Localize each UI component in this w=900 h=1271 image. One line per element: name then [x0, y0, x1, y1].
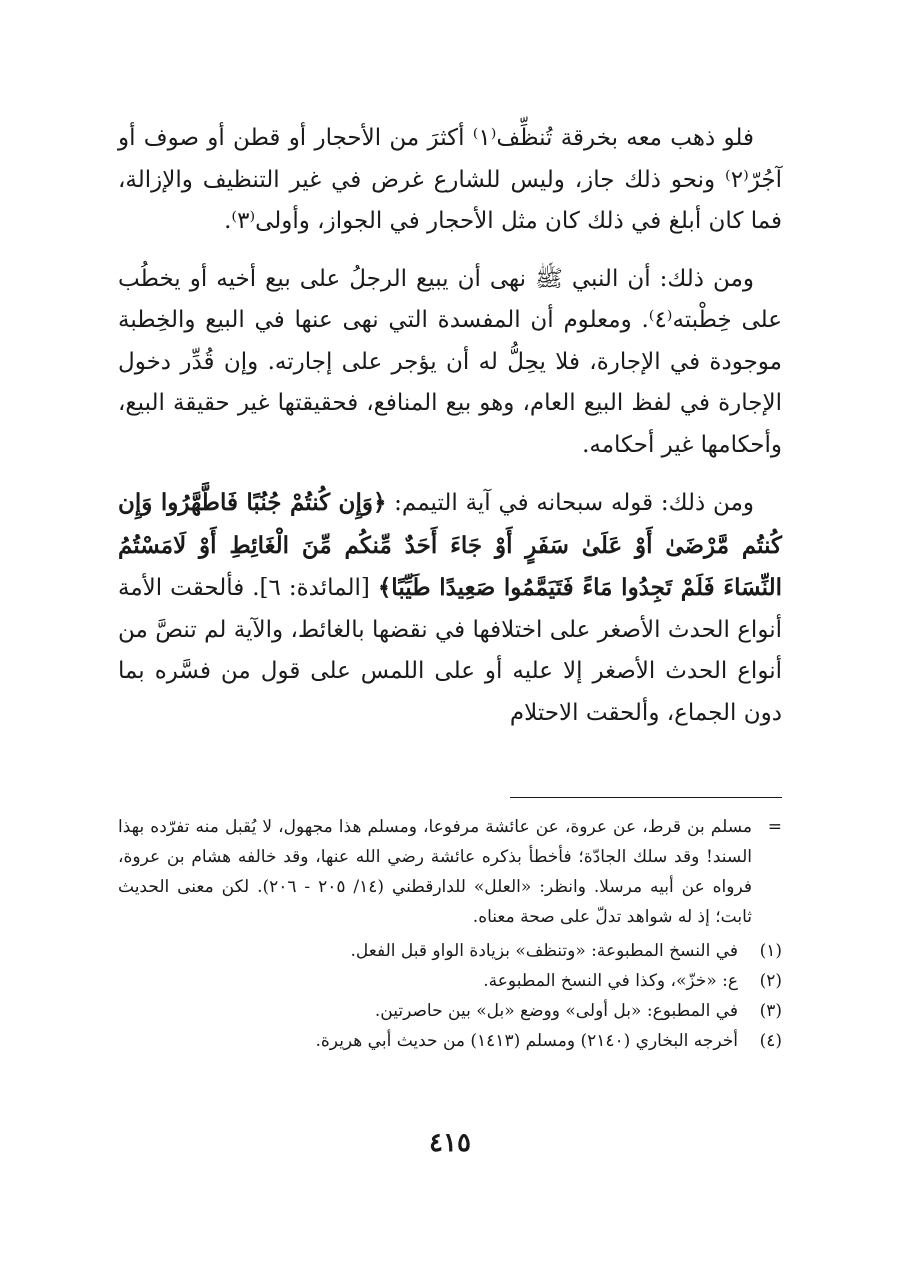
- footnote-number: (٣): [759, 1001, 782, 1021]
- footnote-list: [118, 936, 782, 1056]
- footnote-number: (٤): [759, 1031, 782, 1051]
- footnote-separator: [510, 797, 782, 798]
- footnote-item: [118, 996, 782, 1026]
- footnote-continuation: [118, 812, 782, 932]
- page-number: ٤١٥: [429, 1128, 471, 1158]
- tayammum-rest: فألحقت الأمة أنواع الحدث الأصغر على اختلافها في نقضها بالغائط، والآية لم تنصَّ من أنواع الحدث الأصغر إلا عليه أو على اللمس على قول من فسَّره بما دون الجماع، وألحقت الاحتلام: [118, 575, 782, 726]
- continuation-marker: =: [767, 817, 782, 837]
- footnote-item: [118, 1026, 782, 1056]
- footnote-text: في النسخ المطبوعة: «وتنظف» بزيادة الواو قبل الفعل.: [350, 941, 738, 961]
- quran-verse: ﴿وَإِن كُنتُمْ جُنُبًا فَاطَّهَّرُوا وَإِن كُنتُم مَّرْضَىٰ أَوْ عَلَىٰ سَفَرٍ أَوْ جَاءَ أَحَدٌ مِّنكُم مِّنَ الْغَائِطِ أَوْ لَامَسْتُمُ النِّسَاءَ فَلَمْ تَجِدُوا مَاءً فَتَيَمَّمُوا صَعِيدًا طَيِّبًا﴾: [118, 489, 782, 601]
- continuation-text: مسلم بن قرط، عن عروة، عن عائشة مرفوعا، ومسلم هذا مجهول، لا يُقبل منه تفرّده بهذا السند! وقد سلك الجادّة؛ فأخطأ بذكره عائشة رضي الله عنها، وقد خالفه هشام بن عروة، فرواه عن أبيه مرسلا. وانظر: «العلل» للدارقطني (١٤/ ٢٠٥ - ٢٠٦). لكن معنى الحديث ثابت؛ إذ له شواهد تدلّ على صحة معناه.: [118, 817, 752, 927]
- footnote-item: [118, 936, 782, 966]
- paragraph-cleaning: فلو ذهب معه بخرقة تُنظِّف⁽١⁾ أكثرَ من الأحجار أو قطن أو صوف أو آجُرّ⁽٢⁾ ونحو ذلك جاز، وليس للشارع غرض في غير التنظيف والإزالة، فما كان أبلغ في ذلك كان مثل الأحجار في الجواز، وأولى⁽٣⁾.: [118, 125, 783, 234]
- footnote-text: أخرجه البخاري (٢١٤٠) ومسلم (١٤١٣) من حديث أبي هريرة.: [315, 1031, 738, 1051]
- paragraph-sale: ومن ذلك: أن النبي ﷺ نهى أن يبيع الرجلُ على بيع أخيه أو يخطُب على خِطْبته⁽٤⁾. ومعلوم أن المفسدة التي نهى عنها في البيع والخِطبة موجودة في الإجارة، فلا يحِلُّ له أن يؤجر على إجارته. وإن قُدِّر دخول الإجارة في لفظ البيع العام، وهو بيع المنافع، فحقيقتها غير حقيقة البيع، وأحكامها غير أحكامه.: [118, 265, 783, 458]
- footnotes: [118, 812, 782, 1056]
- footnote-item: [118, 966, 782, 996]
- tayammum-intro: ومن ذلك: قوله سبحانه في آية التيمم:: [386, 490, 754, 516]
- verse-citation: [المائدة: ٦].: [244, 575, 378, 601]
- footnote-number: (٢): [759, 971, 782, 991]
- footnote-number: (١): [759, 941, 782, 961]
- footnote-text: في المطبوع: «بل أولى» ووضع «بل» بين حاصرتين.: [374, 1001, 738, 1021]
- main-text: [118, 118, 782, 734]
- footnote-text: ع: «خزّ»، وكذا في النسخ المطبوعة.: [483, 971, 738, 991]
- paragraph-tayammum: [118, 482, 782, 734]
